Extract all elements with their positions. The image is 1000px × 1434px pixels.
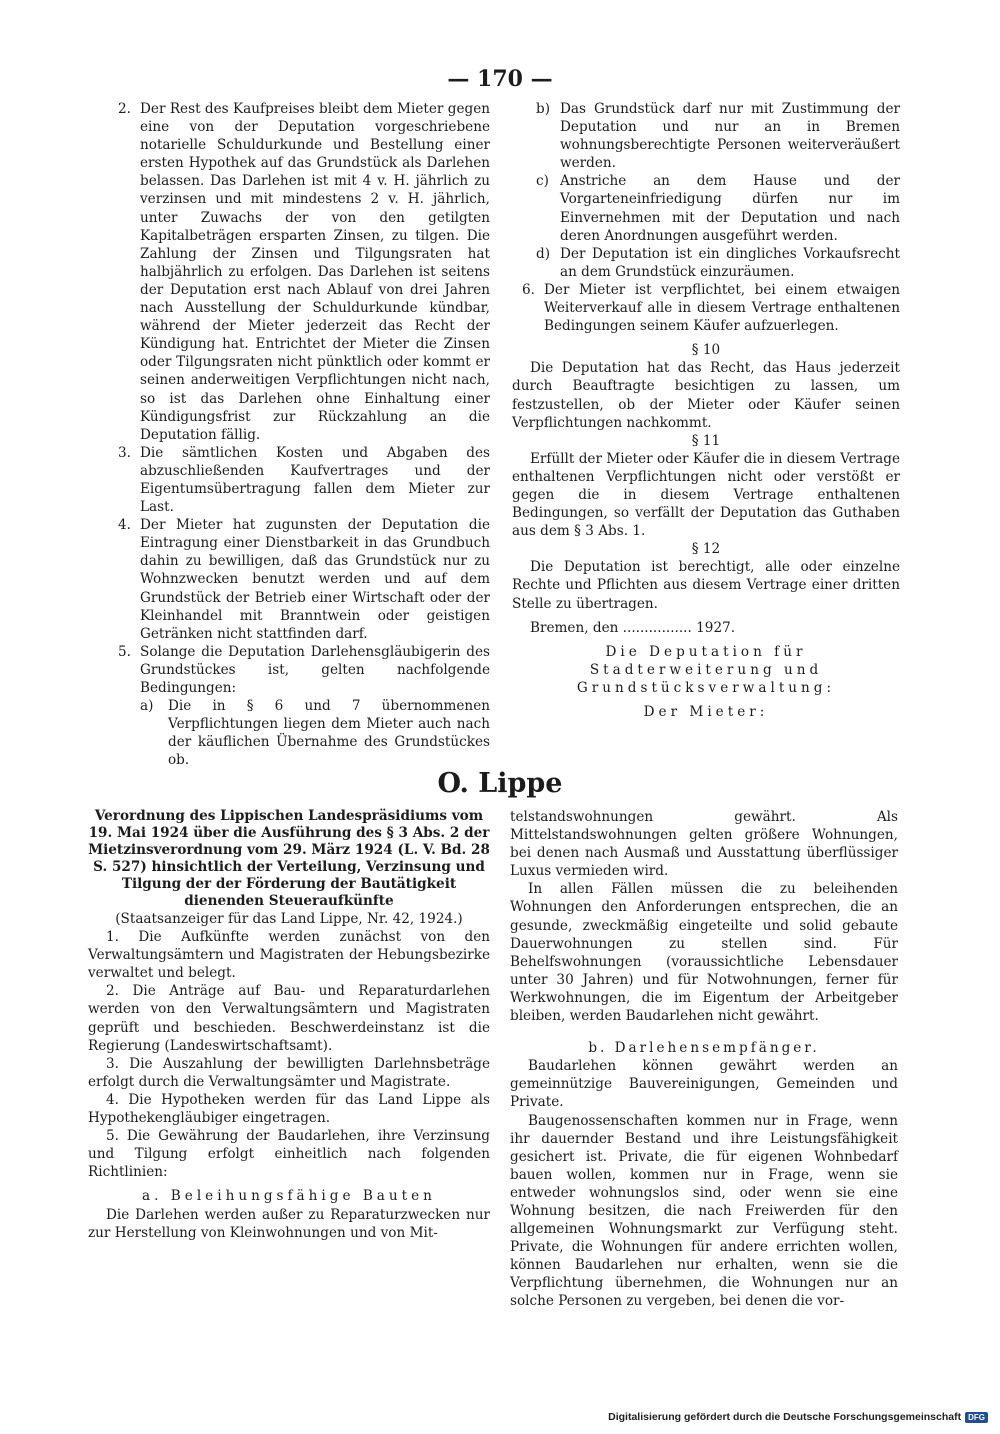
ordinance-paragraph: 1. Die Aufkünfte werden zunächst von den Verwaltungsämtern und Magistraten der Hebungsbezirke verwaltet und belegt.: [88, 929, 490, 982]
subheading-a: a. Beleihungsfähige Bauten: [142, 1188, 436, 1205]
item-number: a): [140, 698, 154, 715]
item-number: d): [536, 245, 551, 262]
list-item: [118, 516, 490, 643]
item-text: Solange die Deputation Darlehensgläubigerin des Grundstückes ist, gelten nachfolgende Bedingungen:: [140, 643, 490, 696]
ordinance-heading: Verordnung des Lippischen Landespräsidiums vom 19. Mai 1924 über die Ausführung des § 3 Abs. 2 der Mietzinsverordnung vom 29. März 1924 (L. V. Bd. 28 S. 527) hinsichtlich der Verteilung, Verzinsung und Tilgung der der Förderung der Bautätigkeit dienenden Steueraufkünfte: [88, 808, 490, 909]
signature-deputation: Die Deputation für Stadterweiterung und Grundstücksverwaltung:: [576, 643, 836, 696]
item-number: b): [536, 101, 551, 117]
item-text: Anstriche an dem Hause und der Vorgarteneinfriedigung dürfen nur im Einvernehmen mit der Deputation und nach deren Anordnungen ausgeführt werden.: [560, 173, 900, 244]
ordinance-paragraph: 4. Die Hypotheken werden für das Land Lippe als Hypothekengläubiger eingetragen.: [88, 1091, 490, 1127]
section-11-heading: § 11: [691, 432, 721, 449]
sub-item: [536, 100, 900, 172]
footer-text: Digitalisierung gefördert durch die Deutsche Forschungsgemeinschaft: [608, 1411, 962, 1423]
item-text: Die in § 6 und 7 übernommenen Verpflichtungen liegen dem Mieter auch nach der käuflichen Übernahme des Grundstückes ob.: [168, 698, 490, 769]
left-top-column: [118, 100, 490, 769]
footer-credit: [608, 1411, 988, 1423]
section-12-text: Die Deputation ist berechtigt, alle oder einzelne Rechte und Pflichten aus diesem Vertrage einer dritten Stelle zu übertragen.: [512, 559, 900, 612]
ordinance-paragraph: In allen Fällen müssen die zu beleihenden Wohnungen den Anforderungen entsprechen, die an gesunde, zweckmäßig eingeteilte und solid gebaute Dauerwohnungen zu stellen sind. Für Behelfswohnungen (voraussichtliche Lebensdauer unter 30 Jahren) und für Notwohnungen, ferner für Werkwohnungen, die im Eigentum der Arbeitgeber bleiben, werden Baudarlehen nicht gewährt.: [510, 881, 898, 1025]
signature-mieter: Der Mieter:: [643, 704, 769, 720]
item-number: 4.: [118, 517, 131, 534]
sub-item: [140, 697, 490, 769]
ordinance-paragraph: 2. Die Anträge auf Bau- und Reparaturdarlehen werden von den Verwaltungsämtern und Magistraten geprüft und beschieden. Beschwerdeinstanz ist die Regierung (Landeswirtschaftsamt).: [88, 983, 490, 1054]
section-12-heading: § 12: [691, 541, 721, 558]
right-top-column: [512, 100, 900, 721]
list-item: [118, 444, 490, 516]
item-text: Das Grundstück darf nur mit Zustimmung der Deputation und nur an in Bremen wohnungsberechtigte Personen weiterveräußert werden.: [560, 101, 900, 172]
ordinance-paragraph: 3. Die Auszahlung der bewilligten Darlehnsbeträge erfolgt durch die Verwaltungsämter und Magistrate.: [88, 1055, 490, 1090]
ordinance-paragraph: Baugenossenschaften kommen nur in Frage, wenn ihr dauernder Bestand und ihre Leistungsfähigkeit gesichert ist. Private, die für eigenen Wohnbedarf bauen wollen, kommen nur in Frage, wenn sie entweder wohnungslos sind, oder wenn sie eine Wohnung besitzen, die nach Freiwerden für den allgemeinen Wohnungsmarkt zur Verfügung steht. Private, die Wohnungen für andere errichten wollen, können Baudarlehen nur erhalten, wenn sie die Verpflichtung übernehmen, die Wohnungen nur an solche Personen zu vergeben, bei denen die vor-: [510, 1112, 898, 1310]
ordinance-source: (Staatsanzeiger für das Land Lippe, Nr. 42, 1924.): [115, 911, 463, 927]
item-number: 2.: [118, 101, 131, 117]
item-number: 3.: [118, 444, 131, 461]
item-number: 6.: [522, 281, 535, 298]
item-text: Der Mieter hat zugunsten der Deputation die Eintragung einer Dienstbarkeit in das Grundbuch dahin zu bewilligen, daß das Grundstück nur zu Wohnzwecken benutzt werden und auf dem Grundstück der Betrieb einer Wirtschaft oder der Kleinhandel mit Branntwein oder geistigen Getränken nicht stattfinden darf.: [140, 517, 490, 642]
subheading-b: b. Darlehensempfänger.: [588, 1040, 820, 1057]
list-item: [118, 100, 490, 444]
item-text: Die sämtlichen Kosten und Abgaben des abzuschließenden Kaufvertrages und der Eigentumsübertragung fallen dem Mieter zur Last.: [140, 444, 490, 516]
date-line: Bremen, den ................ 1927.: [530, 619, 736, 636]
item-text: Der Mieter ist verpflichtet, bei einem etwaigen Weiterverkauf alle in diesem Vertrage enthaltenen Bedingungen seinem Käufer aufzuerlegen.: [544, 281, 900, 335]
section-10-heading: § 10: [691, 342, 721, 359]
sub-item: [536, 245, 900, 281]
section-10-text: Die Deputation hat das Recht, das Haus jederzeit durch Beauftragte besichtigen zu lassen, um festzustellen, ob der Mieter oder Käufer seinen Verpflichtungen nachkommt.: [512, 360, 900, 431]
ordinance-paragraph: Die Darlehen werden außer zu Reparaturzwecken nur zur Herstellung von Kleinwohnungen und von Mit-: [88, 1206, 490, 1241]
ordinance-paragraph: Baudarlehen können gewährt werden an gemeinnützige Bauvereinigungen, Gemeinden und Private.: [510, 1058, 898, 1111]
sub-item: [536, 172, 900, 244]
item-text: Der Rest des Kaufpreises bleibt dem Mieter gegen eine von der Deputation vorgeschriebene notarielle Schuldurkunde und Bestellung einer ersten Hypothek auf das Grundstück als Darlehen belassen. Das Darlehen ist mit 4 v. H. jährlich zu verzinsen und mit mindestens 2 v. H. jährlich, unter Zuwachs der von den getilgten Kapitalbeträgen ersparten Zinsen, zu tilgen. Die Zahlung der Zinsen und Tilgungsraten hat halbjährlich zu erfolgen. Das Darlehen ist seitens der Deputation erst nach Ablauf von drei Jahren nach Ausstellung der Schuldurkunde kündbar, während der Mieter jederzeit das Recht der Kündigung hat. Entrichtet der Mieter die Zinsen oder Tilgungsraten nicht pünktlich oder kommt er seinen anderweitigen Verpflichtungen nicht nach, so ist das Darlehen ohne Einhaltung einer Kündigungsfrist zur Rückzahlung an die Deputation fällig.: [140, 101, 490, 443]
section-11-text: Erfüllt der Mieter oder Käufer die in diesem Vertrage enthaltenen Verpflichtungen nicht oder verstößt er gegen die in diesem Vertrage enthaltenen Bedingungen, so verfällt der Deputation das Guthaben aus dem § 3 Abs. 1.: [512, 450, 900, 540]
item-text: Der Deputation ist ein dingliches Vorkaufsrecht an dem Grundstück einzuräumen.: [560, 245, 900, 280]
ordinance-paragraph: telstandswohnungen gewährt. Als Mittelstandswohnungen gelten größere Wohnungen, bei denen nach Ausmaß und Ausstattung überflüssiger Luxus vermieden wird.: [510, 809, 898, 880]
list-item: [118, 643, 490, 697]
page-number: — 170 —: [447, 66, 553, 92]
item-number: c): [536, 173, 549, 190]
list-item: [522, 281, 900, 335]
right-bottom-column: [510, 808, 898, 1311]
item-number: 5.: [118, 643, 131, 660]
left-bottom-column: [88, 808, 490, 1242]
ordinance-paragraph: 5. Die Gewährung der Baudarlehen, ihre Verzinsung und Tilgung erfolgt einheitlich nach folgenden Richtlinien:: [88, 1128, 490, 1181]
dfg-logo-icon: DFG: [965, 1412, 988, 1423]
section-title: O. Lippe: [437, 768, 563, 799]
